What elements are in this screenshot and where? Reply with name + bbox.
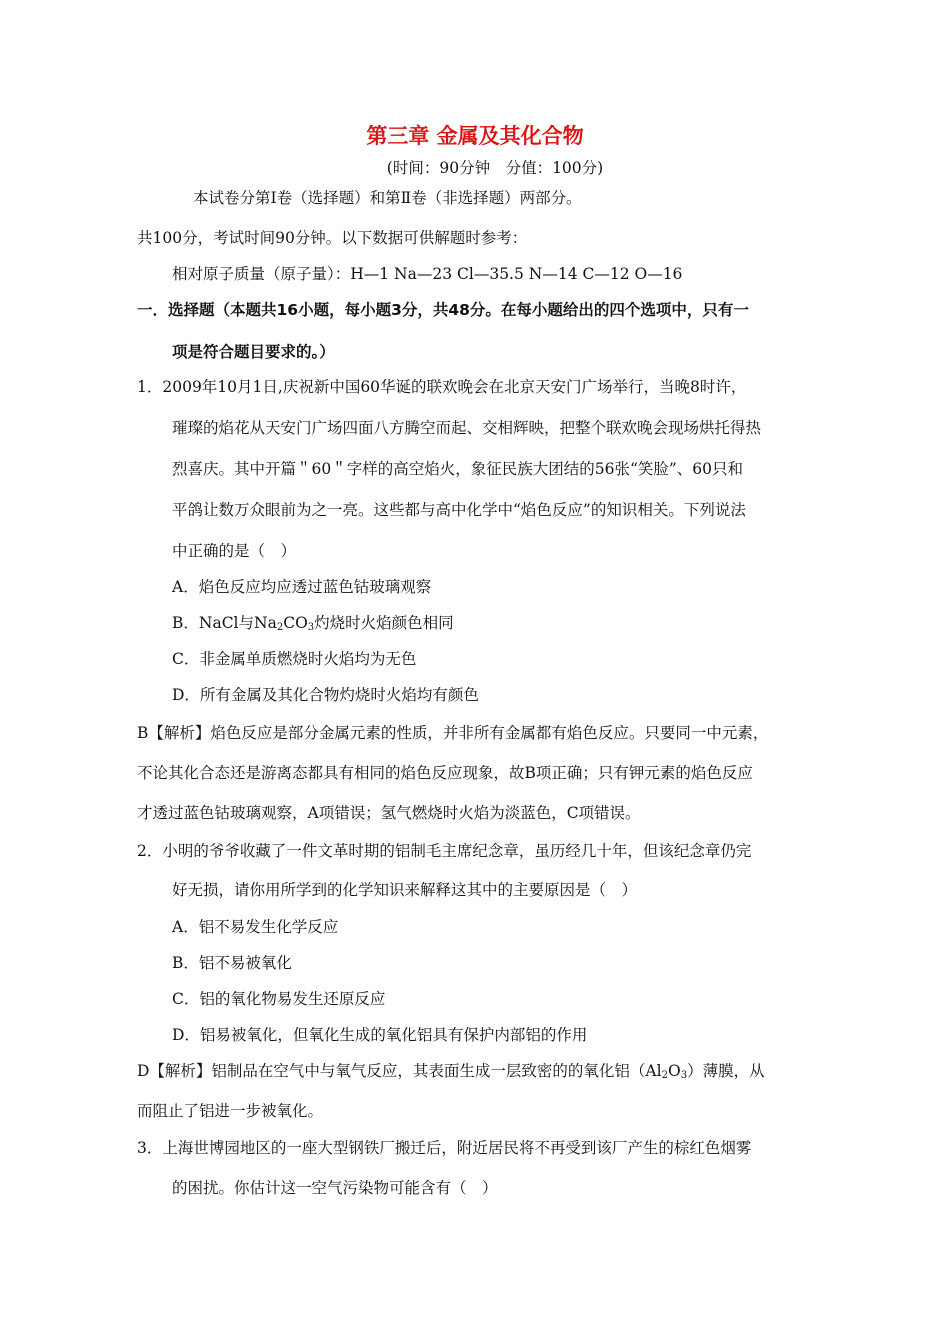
q1-analysis-line: 不论其化合态还是游离态都具有相同的焰色反应现象，故B项正确；只有钾元素的焰色反应	[137, 764, 753, 782]
q1-stem-line: 璀璨的焰花从天安门广场四面八方腾空而起、交相辉映，把整个联欢晚会现场烘托得热	[172, 419, 762, 437]
q2-option-c: C．铝的氧化物易发生还原反应	[172, 990, 386, 1008]
intro-line-1: 本试卷分第Ⅰ卷（选择题）和第Ⅱ卷（非选择题）两部分。	[193, 189, 582, 207]
q3-stem-line: 3．上海世博园地区的一座大型钢铁厂搬迁后，附近居民将不再受到该厂产生的棕红色烟雾	[137, 1139, 752, 1157]
q1-option-a: A．焰色反应均应透过蓝色钴玻璃观察	[172, 578, 432, 596]
page-title: 第三章 金属及其化合物	[366, 124, 584, 148]
q2-stem-line: 2．小明的爷爷收藏了一件文革时期的铝制毛主席纪念章，虽历经几十年，但该纪念章仍完	[137, 842, 752, 860]
exam-time-score: (时间：90分钟 分值：100分)	[386, 159, 604, 177]
q2-option-a: A．铝不易发生化学反应	[172, 918, 339, 936]
q1-stem-line: 平鸽让数万众眼前为之一亮。这些都与高中化学中“焰色反应”的知识相关。下列说法	[172, 501, 746, 519]
section-heading-line-2: 项是符合题目要求的。）	[172, 343, 335, 361]
q3-stem-line: 的困扰。你估计这一空气污染物可能含有（ ）	[172, 1179, 498, 1197]
q2-analysis-line: D【解析】铝制品在空气中与氧气反应，其表面生成一层致密的的氧化铝$(Al_2O_3)$薄膜，从	[137, 1062, 765, 1081]
q1-stem-line: 中正确的是（ ）	[172, 542, 297, 560]
q1-option-d: D．所有金属及其化合物灼烧时火焰均有颜色	[172, 686, 479, 704]
q1-option-c: C．非金属单质燃烧时火焰均为无色	[172, 650, 417, 668]
intro-line-2: 共100分，考试时间90分钟。以下数据可供解题时参考：	[137, 229, 528, 247]
q2-option-d: D．铝易被氧化，但氧化生成的氧化铝具有保护内部铝的作用	[172, 1026, 588, 1044]
atomic-mass-line: 相对原子质量（原子量）：H—1 Na—23 Cl—35.5 N—14 C—12 O—16	[172, 265, 683, 283]
q2-analysis-line: 而阻止了铝进一步被氧化。	[137, 1102, 324, 1120]
q1-option-b: B．NaCl与$Na_2CO_3$灼烧时火焰颜色相同	[172, 614, 454, 633]
q2-stem-line: 好无损，请你用所学到的化学知识来解释这其中的主要原因是（ ）	[172, 881, 638, 899]
q2-option-b: B．铝不易被氧化	[172, 954, 292, 972]
q1-analysis-line: 才透过蓝色钴玻璃观察，A项错误；氢气燃烧时火焰为淡蓝色，C项错误。	[137, 804, 641, 822]
q1-analysis-line: B【解析】焰色反应是部分金属元素的性质，并非所有金属都有焰色反应。只要同一中元素，	[137, 724, 769, 742]
section-heading-line-1: 一．选择题（本题共16小题，每小题3分，共48分。在每小题给出的四个选项中，只有一	[137, 301, 749, 319]
q1-stem-line: 烈喜庆。其中开篇＂60＂字样的高空焰火，象征民族大团结的56张“笑脸”、60只和	[172, 460, 744, 478]
q1-stem-line: 1．2009年10月1日,庆祝新中国60华诞的联欢晚会在北京天安门广场举行，当晚8时许，	[137, 378, 747, 396]
